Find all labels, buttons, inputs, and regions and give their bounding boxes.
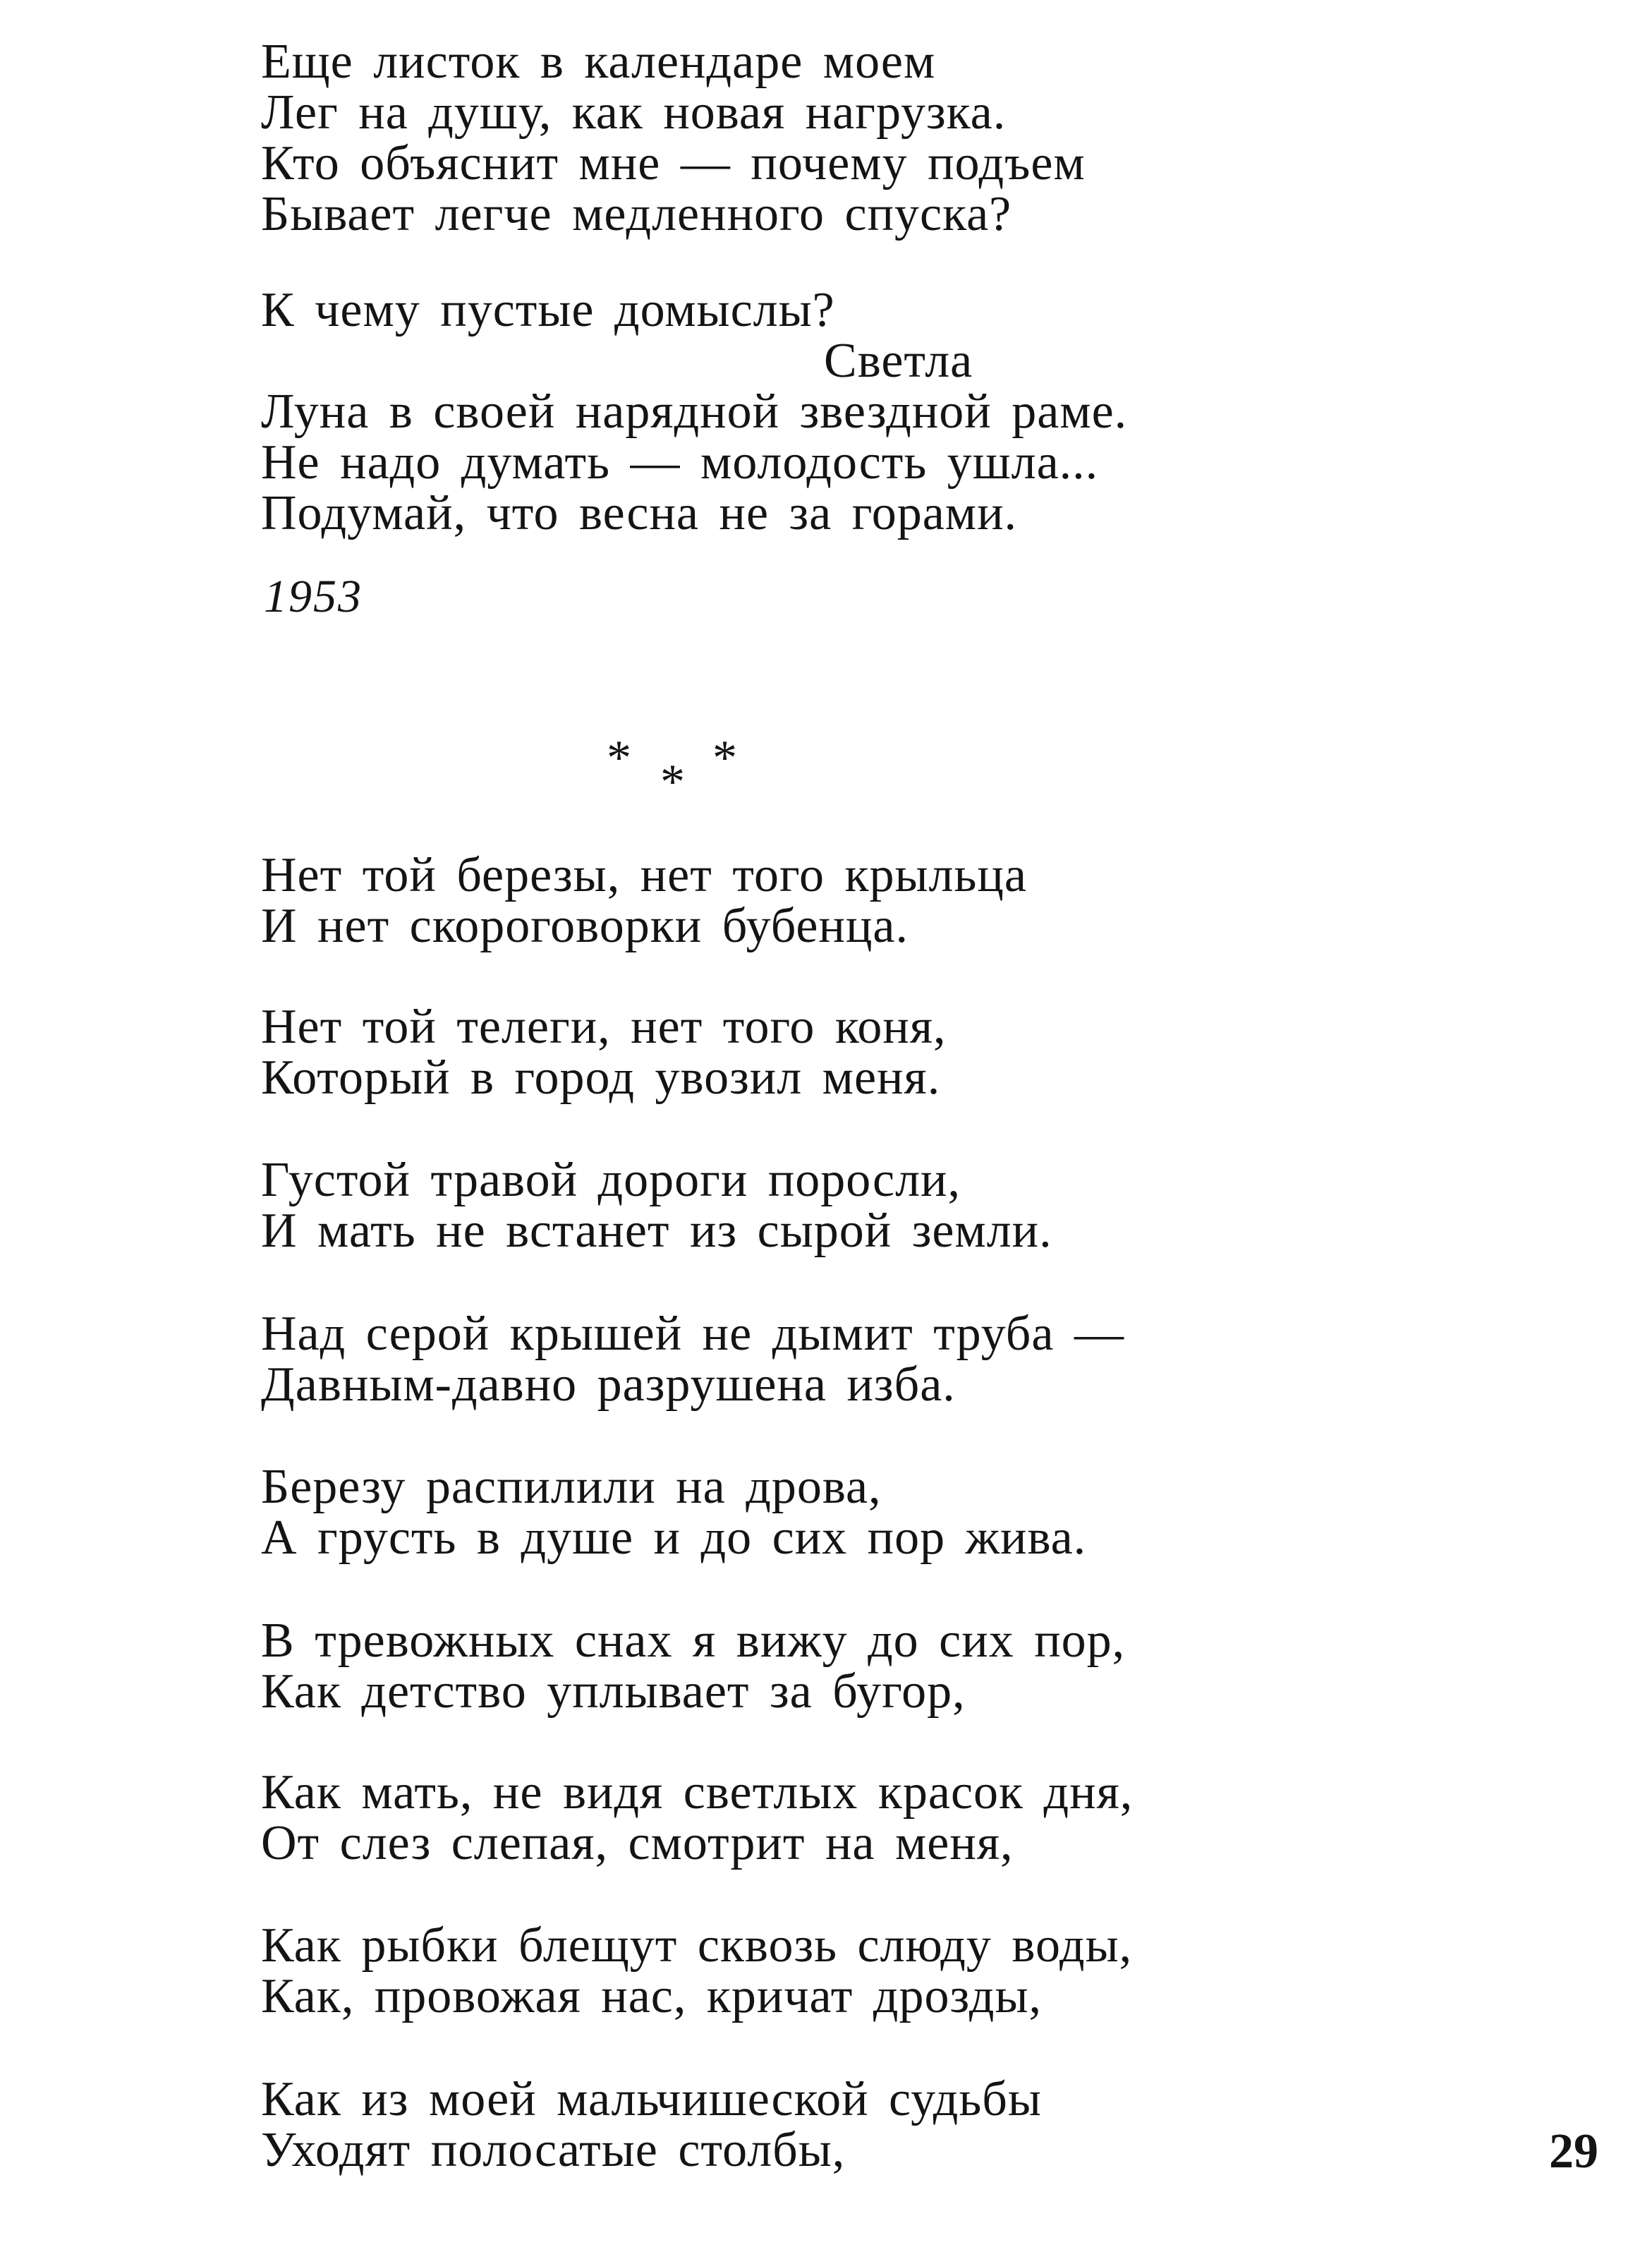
verse-line: Уходят полосатые столбы, — [261, 2123, 846, 2177]
verse-line: От слез слепая, смотрит на меня, — [261, 1816, 1014, 1870]
verse-line: Как мать, не видя светлых красок дня, — [261, 1765, 1134, 1820]
poem2-stanza-2 — [261, 1002, 1460, 1103]
page-number: 29 — [1549, 2124, 1598, 2179]
verse-line: Как рыбки блещут сквозь слюду воды, — [261, 1918, 1133, 1973]
verse-line: Как детство уплывает за бугор, — [261, 1664, 966, 1719]
verse-line: Березу распилили на дрова, — [261, 1460, 882, 1514]
verse-line: Луна в своей нарядной звездной раме. — [261, 385, 1128, 439]
verse-line: Как, провожая нас, кричат дрозды, — [261, 1969, 1043, 2023]
poem-date: 1953 — [264, 571, 363, 622]
asterisk-glyph: * — [712, 731, 737, 785]
poem2-stanza-8 — [261, 1920, 1460, 2022]
verse-line: Нет той березы, нет того крыльца — [261, 848, 1027, 902]
verse-line: Кто объяснит мне — почему подъем — [261, 136, 1086, 190]
verse-line: Еще листок в календаре моем — [261, 35, 936, 89]
asterisk-glyph: * — [607, 731, 631, 785]
asterism-separator — [607, 731, 748, 811]
verse-line: Давным-давно разрушена изба. — [261, 1357, 956, 1412]
verse-line: Который в город увозил меня. — [261, 1051, 941, 1105]
verse-line: Нет той телеги, нет того коня, — [261, 1000, 947, 1054]
poem1-stanza-2 — [261, 285, 1460, 539]
verse-line: В тревожных снах я вижу до сих пор, — [261, 1614, 1126, 1668]
verse-line: И нет скороговорки бубенца. — [261, 899, 909, 953]
verse-line: А грусть в душе и до сих пор жива. — [261, 1511, 1087, 1565]
poem1-stanza-1 — [261, 37, 1460, 240]
poem2-stanza-6 — [261, 1616, 1460, 1717]
poem2-stanza-9 — [261, 2074, 1460, 2176]
verse-line: Подумай, что весна не за горами. — [261, 486, 1018, 540]
verse-line: Над серой крышей не дымит труба — — [261, 1307, 1124, 1361]
poem2-stanza-4 — [261, 1309, 1460, 1410]
verse-line: И мать не встанет из сырой земли. — [261, 1204, 1052, 1258]
verse-line: Как из моей мальчишеской судьбы — [261, 2072, 1042, 2126]
poem2-stanza-1 — [261, 850, 1460, 952]
verse-line: К чему пустые домыслы? — [261, 283, 835, 337]
poem2-stanza-7 — [261, 1767, 1460, 1869]
poem2-stanza-3 — [261, 1155, 1460, 1257]
poem2-stanza-5 — [261, 1462, 1460, 1563]
verse-line: Лег на душу, как новая нагрузка. — [261, 85, 1007, 140]
verse-line-indented: Светла — [824, 334, 973, 388]
verse-line: Густой травой дороги поросли, — [261, 1153, 961, 1207]
asterisk-glyph: * — [660, 755, 685, 809]
verse-line: Бывает легче медленного спуска? — [261, 187, 1012, 241]
verse-line: Не надо думать — молодость ушла... — [261, 435, 1099, 490]
